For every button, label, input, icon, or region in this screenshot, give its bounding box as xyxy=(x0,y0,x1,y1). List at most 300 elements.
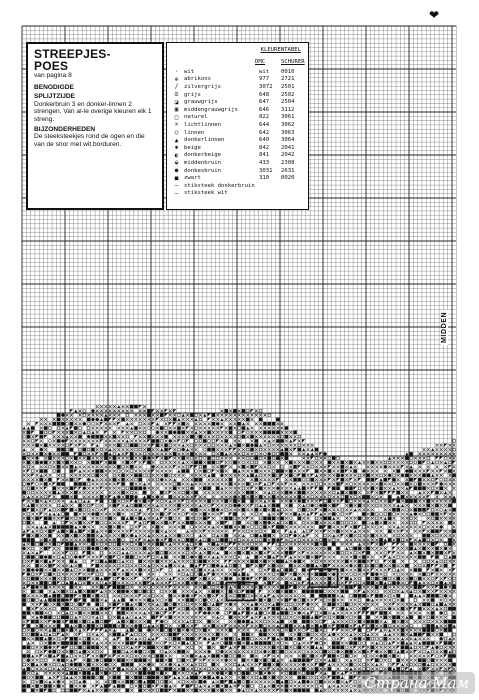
stitch-symbol xyxy=(238,526,241,529)
stitch-symbol xyxy=(358,659,361,662)
stitch-symbol xyxy=(225,427,228,430)
stitch-symbol xyxy=(57,573,60,576)
stitch-symbol xyxy=(57,560,60,563)
stitch-symbol xyxy=(354,573,357,576)
stitch-symbol xyxy=(186,642,189,645)
stitch-symbol xyxy=(143,586,146,589)
stitch-symbol xyxy=(92,440,95,443)
stitch-symbol xyxy=(100,422,103,425)
stitch-symbol xyxy=(281,556,284,559)
stitch-symbol xyxy=(371,521,374,524)
stitch-symbol xyxy=(53,577,57,581)
stitch-symbol xyxy=(65,624,69,628)
stitch-symbol xyxy=(380,534,383,537)
stitch-symbol xyxy=(264,444,267,447)
stitch-symbol xyxy=(182,577,185,580)
stitch-symbol xyxy=(268,581,272,585)
stitch-symbol xyxy=(126,663,130,667)
stitch-symbol xyxy=(229,590,233,594)
stitch-symbol xyxy=(70,431,74,435)
stitch-symbol xyxy=(268,422,272,426)
stitch-symbol xyxy=(298,491,302,495)
stitch-symbol xyxy=(23,556,26,559)
stitch-symbol xyxy=(199,599,202,602)
stitch-symbol xyxy=(75,650,78,653)
stitch-symbol xyxy=(79,672,82,675)
stitch-symbol xyxy=(371,629,374,632)
stitch-symbol xyxy=(122,513,125,516)
stitch-symbol xyxy=(109,684,112,687)
stitch-symbol xyxy=(379,542,383,546)
stitch-symbol xyxy=(371,594,374,597)
stitch-symbol xyxy=(199,440,202,443)
stitch-symbol xyxy=(91,689,94,692)
stitch-symbol xyxy=(182,650,186,654)
stitch-symbol xyxy=(182,603,185,606)
stitch-symbol xyxy=(62,620,65,623)
stitch-symbol xyxy=(208,655,211,658)
stitch-symbol xyxy=(66,689,69,692)
stitch-symbol xyxy=(233,530,236,533)
stitch-symbol xyxy=(195,620,198,623)
stitch-symbol xyxy=(234,526,237,529)
stitch-symbol xyxy=(247,689,250,692)
stitch-symbol xyxy=(324,590,327,593)
stitch-symbol xyxy=(367,521,370,524)
stitch-symbol xyxy=(23,521,26,524)
stitch-symbol xyxy=(306,555,310,559)
stitch-symbol xyxy=(109,590,112,593)
stitch-symbol xyxy=(259,637,262,640)
stitch-symbol xyxy=(203,465,207,469)
stitch-symbol xyxy=(147,564,150,567)
stitch-symbol xyxy=(388,595,391,598)
stitch-symbol xyxy=(229,496,232,499)
stitch-symbol xyxy=(160,448,163,451)
stitch-symbol xyxy=(229,525,233,529)
stitch-symbol xyxy=(194,478,198,482)
stitch-symbol xyxy=(57,663,60,666)
stitch-symbol xyxy=(23,569,26,572)
stitch-symbol xyxy=(83,598,87,602)
stitch-symbol xyxy=(302,672,305,675)
stitch-symbol xyxy=(384,543,387,546)
stitch-symbol xyxy=(311,512,314,515)
stitch-symbol xyxy=(191,461,194,464)
stitch-symbol xyxy=(199,642,202,645)
stitch-symbol xyxy=(113,448,116,451)
stitch-symbol xyxy=(57,629,60,632)
stitch-symbol xyxy=(246,556,249,559)
stitch-symbol xyxy=(40,487,43,490)
stitch-symbol xyxy=(177,504,181,508)
stitch-symbol xyxy=(229,504,232,507)
stitch-symbol xyxy=(139,512,142,515)
stitch-symbol xyxy=(358,607,361,610)
stitch-symbol xyxy=(113,676,117,680)
stitch-symbol xyxy=(229,444,232,447)
stitch-symbol xyxy=(152,491,155,494)
stitch-symbol xyxy=(302,616,306,620)
stitch-symbol xyxy=(336,551,340,555)
stitch-symbol xyxy=(57,624,61,628)
stitch-symbol xyxy=(229,689,232,692)
stitch-symbol xyxy=(36,508,39,511)
stitch-symbol xyxy=(165,422,168,425)
stitch-symbol xyxy=(173,551,176,554)
stitch-symbol xyxy=(375,470,378,473)
stitch-symbol xyxy=(148,607,151,610)
stitch-symbol xyxy=(234,633,237,636)
stitch-symbol xyxy=(92,685,95,688)
stitch-symbol xyxy=(186,414,189,417)
stitch-symbol xyxy=(169,655,172,658)
stitch-symbol xyxy=(354,646,357,649)
stitch-symbol xyxy=(203,469,207,473)
stitch-symbol xyxy=(147,624,150,627)
stitch-symbol xyxy=(345,629,348,632)
stitch-symbol xyxy=(53,482,56,485)
stitch-symbol xyxy=(332,624,335,627)
stitch-symbol xyxy=(294,461,297,464)
stitch-symbol xyxy=(328,625,331,628)
stitch-symbol xyxy=(276,456,280,460)
stitch-symbol xyxy=(345,663,348,666)
stitch-symbol xyxy=(113,504,117,508)
stitch-symbol xyxy=(191,616,194,619)
stitch-symbol xyxy=(207,499,211,503)
stitch-symbol xyxy=(48,598,52,602)
stitch-symbol xyxy=(117,655,120,658)
stitch-symbol xyxy=(392,487,395,490)
stitch-symbol xyxy=(272,680,275,683)
stitch-symbol xyxy=(302,612,305,615)
stitch-symbol xyxy=(376,513,379,516)
stitch-symbol xyxy=(376,560,379,563)
stitch-symbol xyxy=(160,689,164,693)
stitch-symbol xyxy=(203,526,206,529)
stitch-symbol xyxy=(212,496,215,499)
stitch-symbol xyxy=(307,551,310,554)
stitch-symbol xyxy=(48,560,51,563)
stitch-symbol xyxy=(61,628,65,632)
stitch-symbol xyxy=(53,465,56,468)
stitch-symbol xyxy=(315,620,318,623)
stitch-symbol xyxy=(388,521,391,524)
stitch-symbol xyxy=(126,418,129,421)
stitch-symbol xyxy=(152,612,155,615)
stitch-symbol xyxy=(164,680,168,684)
stitch-symbol xyxy=(83,668,86,671)
stitch-symbol xyxy=(135,483,138,486)
stitch-symbol xyxy=(298,612,301,615)
stitch-symbol xyxy=(169,650,172,653)
stitch-symbol xyxy=(345,513,348,516)
stitch-symbol xyxy=(221,517,224,520)
stitch-symbol xyxy=(285,534,288,537)
stitch-symbol xyxy=(264,680,267,683)
stitch-symbol xyxy=(203,500,206,503)
stitch-symbol xyxy=(238,676,241,679)
stitch-symbol xyxy=(302,478,305,481)
stitch-symbol xyxy=(135,448,138,451)
stitch-symbol xyxy=(268,577,271,580)
stitch-symbol xyxy=(113,581,117,585)
stitch-symbol xyxy=(203,435,206,438)
stitch-symbol xyxy=(182,483,185,486)
stitch-symbol xyxy=(27,568,31,572)
stitch-symbol xyxy=(393,569,396,572)
stitch-symbol xyxy=(320,599,323,602)
stitch-symbol xyxy=(221,435,224,438)
stitch-symbol xyxy=(366,581,370,585)
stitch-symbol xyxy=(328,646,331,649)
stitch-symbol xyxy=(350,569,353,572)
stitch-symbol xyxy=(307,655,310,658)
stitch-symbol xyxy=(285,539,288,542)
stitch-symbol xyxy=(212,551,215,554)
stitch-symbol xyxy=(341,642,344,645)
stitch-symbol xyxy=(126,676,130,680)
stitch-symbol xyxy=(281,483,284,486)
stitch-symbol xyxy=(212,676,215,679)
stitch-symbol xyxy=(354,525,358,529)
stitch-symbol xyxy=(311,680,314,683)
stitch-symbol xyxy=(169,517,173,521)
stitch-symbol xyxy=(186,603,189,606)
stitch-symbol xyxy=(289,624,293,628)
stitch-symbol xyxy=(78,624,82,628)
stitch-symbol xyxy=(182,672,185,675)
stitch-symbol xyxy=(147,495,151,499)
stitch-symbol xyxy=(160,491,164,495)
stitch-symbol xyxy=(263,538,267,542)
stitch-symbol xyxy=(165,491,168,494)
stitch-symbol xyxy=(117,427,120,430)
stitch-symbol xyxy=(268,483,271,486)
stitch-symbol xyxy=(53,453,56,456)
stitch-symbol xyxy=(307,500,310,503)
stitch-symbol xyxy=(277,453,280,456)
stitch-symbol xyxy=(234,508,237,511)
stitch-symbol xyxy=(362,650,366,654)
stitch-symbol xyxy=(285,474,288,477)
stitch-symbol xyxy=(350,625,353,628)
stitch-symbol xyxy=(36,680,39,683)
stitch-symbol xyxy=(388,646,391,649)
stitch-symbol xyxy=(268,517,272,521)
stitch-symbol xyxy=(367,560,370,563)
stitch-symbol xyxy=(160,496,163,499)
stitch-symbol xyxy=(350,607,353,610)
stitch-symbol xyxy=(148,659,151,662)
stitch-symbol xyxy=(311,448,314,451)
stitch-symbol xyxy=(135,646,138,649)
stitch-symbol xyxy=(87,504,90,507)
stitch-symbol xyxy=(100,469,104,473)
stitch-symbol xyxy=(250,465,254,469)
stitch-symbol xyxy=(367,607,370,610)
stitch-symbol xyxy=(289,461,293,465)
stitch-symbol xyxy=(169,625,172,628)
stitch-symbol xyxy=(345,521,348,524)
stitch-symbol xyxy=(203,628,207,632)
stitch-symbol xyxy=(375,646,378,649)
stitch-symbol xyxy=(143,680,146,683)
stitch-symbol xyxy=(242,642,245,645)
stitch-symbol xyxy=(65,641,69,645)
stitch-symbol xyxy=(263,508,267,512)
stitch-symbol xyxy=(212,440,215,443)
stitch-symbol xyxy=(83,539,86,542)
stitch-symbol xyxy=(143,599,146,602)
stitch-symbol xyxy=(195,470,198,473)
stitch-symbol xyxy=(109,668,112,671)
stitch-symbol xyxy=(315,633,318,636)
stitch-symbol xyxy=(246,414,249,417)
stitch-symbol xyxy=(199,659,202,662)
stitch-symbol xyxy=(182,641,186,645)
stitch-symbol xyxy=(35,633,39,637)
stitch-symbol xyxy=(208,547,211,550)
stitch-symbol xyxy=(328,474,331,477)
stitch-symbol xyxy=(311,466,314,469)
stitch-symbol xyxy=(122,470,125,473)
stitch-symbol xyxy=(302,547,305,550)
stitch-symbol xyxy=(152,453,155,456)
stitch-symbol xyxy=(280,525,284,529)
stitch-symbol xyxy=(345,530,348,533)
stitch-symbol xyxy=(105,427,108,430)
stitch-symbol xyxy=(234,560,237,563)
stitch-symbol xyxy=(31,633,35,637)
stitch-symbol xyxy=(328,633,331,636)
stitch-symbol xyxy=(354,616,357,619)
stitch-symbol xyxy=(315,504,318,507)
stitch-symbol xyxy=(134,659,138,663)
stitch-symbol xyxy=(27,504,30,507)
stitch-symbol xyxy=(126,461,130,465)
stitch-symbol xyxy=(285,689,289,693)
stitch-symbol xyxy=(272,474,276,478)
stitch-symbol xyxy=(272,444,275,447)
stitch-symbol xyxy=(380,646,383,649)
stitch-symbol xyxy=(152,685,155,688)
stitch-symbol xyxy=(113,526,116,529)
stitch-symbol xyxy=(208,599,211,602)
stitch-symbol xyxy=(49,650,52,653)
stitch-symbol xyxy=(126,487,129,490)
stitch-symbol xyxy=(113,573,117,577)
stitch-symbol xyxy=(178,612,181,615)
stitch-symbol xyxy=(289,448,292,451)
stitch-symbol xyxy=(70,487,74,491)
stitch-symbol xyxy=(169,598,173,602)
stitch-symbol xyxy=(96,560,99,563)
stitch-symbol xyxy=(87,547,91,551)
stitch-symbol xyxy=(285,568,289,572)
stitch-symbol xyxy=(350,470,353,473)
stitch-symbol xyxy=(238,616,241,619)
stitch-symbol xyxy=(173,483,176,486)
stitch-symbol xyxy=(139,435,142,438)
stitch-symbol xyxy=(143,530,146,533)
stitch-symbol xyxy=(182,689,186,693)
stitch-symbol xyxy=(79,410,82,413)
stitch-symbol xyxy=(117,435,120,438)
stitch-symbol xyxy=(143,633,146,636)
stitch-symbol xyxy=(320,483,323,486)
stitch-symbol xyxy=(44,599,47,602)
stitch-symbol xyxy=(40,509,43,512)
stitch-symbol xyxy=(255,431,258,434)
stitch-symbol xyxy=(139,676,143,680)
stitch-symbol xyxy=(100,555,103,558)
stitch-symbol xyxy=(66,599,69,602)
stitch-symbol xyxy=(294,564,297,567)
stitch-symbol xyxy=(264,530,267,533)
stitch-symbol xyxy=(156,435,159,438)
stitch-symbol xyxy=(173,668,176,671)
stitch-symbol xyxy=(165,543,168,546)
stitch-symbol xyxy=(182,663,185,666)
stitch-symbol xyxy=(341,461,345,465)
stitch-symbol xyxy=(96,452,99,455)
stitch-symbol xyxy=(36,659,39,662)
stitch-symbol xyxy=(332,654,336,658)
stitch-symbol xyxy=(96,625,99,628)
stitch-symbol xyxy=(165,616,168,619)
stitch-symbol xyxy=(147,680,151,684)
stitch-symbol xyxy=(320,637,323,640)
stitch-symbol xyxy=(354,500,357,503)
stitch-symbol xyxy=(332,542,336,546)
stitch-symbol xyxy=(44,457,47,460)
stitch-symbol xyxy=(306,452,309,455)
stitch-symbol xyxy=(208,577,211,580)
stitch-symbol xyxy=(294,637,297,640)
stitch-symbol xyxy=(203,654,206,657)
stitch-symbol xyxy=(203,422,206,425)
stitch-symbol xyxy=(164,684,168,688)
stitch-symbol xyxy=(216,457,219,460)
stitch-symbol xyxy=(255,496,258,499)
stitch-symbol xyxy=(36,599,39,602)
stitch-symbol xyxy=(366,577,370,581)
stitch-symbol xyxy=(392,491,395,494)
stitch-symbol xyxy=(358,616,362,620)
stitch-symbol xyxy=(96,405,99,408)
stitch-symbol xyxy=(152,590,155,593)
stitch-symbol xyxy=(242,568,245,571)
stitch-symbol xyxy=(74,525,77,528)
stitch-symbol xyxy=(40,642,43,645)
stitch-symbol xyxy=(199,672,202,675)
stitch-symbol xyxy=(92,526,95,529)
stitch-symbol xyxy=(336,629,339,632)
stitch-symbol xyxy=(113,521,116,524)
stitch-symbol xyxy=(122,530,125,533)
stitch-symbol xyxy=(251,685,254,688)
stitch-symbol xyxy=(221,685,224,688)
stitch-symbol xyxy=(319,504,322,507)
stitch-symbol xyxy=(117,680,120,683)
stitch-symbol xyxy=(384,633,387,636)
stitch-symbol xyxy=(388,512,392,516)
stitch-symbol xyxy=(294,599,297,602)
stitch-symbol xyxy=(182,633,185,636)
stitch-symbol xyxy=(83,491,86,494)
